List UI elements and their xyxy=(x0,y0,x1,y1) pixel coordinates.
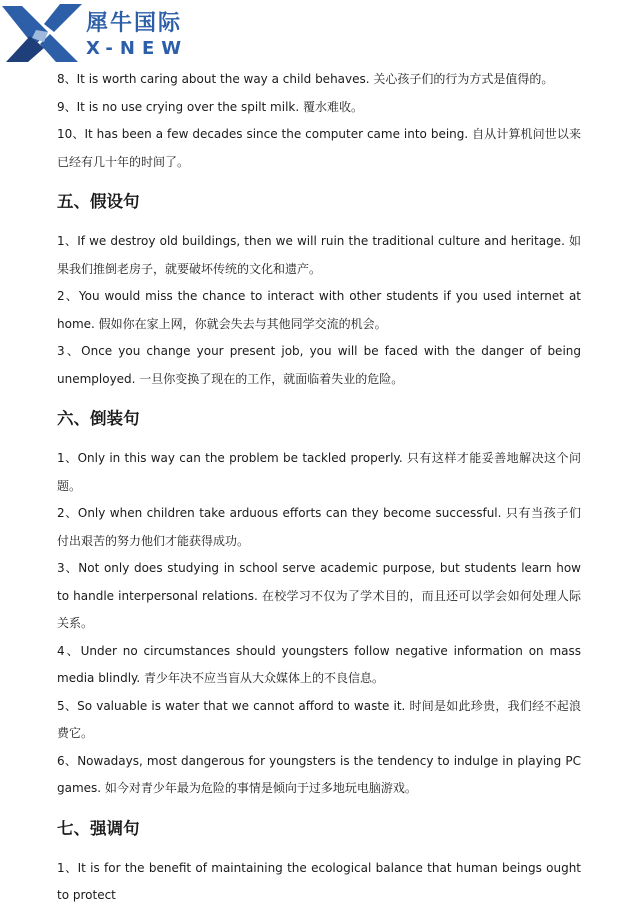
sentence-paragraph: 9、It is no use crying over the spilt milk. 覆水难收。 xyxy=(57,99,363,114)
watermark-smudge xyxy=(480,768,544,790)
sentence-paragraph: 10、It has been a few decades since the computer came into being. 自从计算机问世以来已经有几十年的时间了。 xyxy=(57,127,581,169)
logo-english-text: X-NEW xyxy=(86,38,189,59)
sentence-paragraph: 1、Only in this way can the problem be tackled properly. 只有这样才能妥善地解决这个问题。 xyxy=(57,451,581,493)
sentence-paragraph: 3、Once you change your present job, you will be faced with the danger of being unemployed. 一旦你变换了现在的工作，就面临着失业的危险。 xyxy=(57,344,581,386)
sentence-paragraph: 5、So valuable is water that we cannot afford to waste it. 时间是如此珍贵，我们经不起浪费它。 xyxy=(57,698,581,740)
logo-chinese-text: 犀牛国际 xyxy=(86,11,183,36)
sentence-paragraph: 2、Only when children take arduous efforts can they become successful. 只有当孩子们付出艰苦的努力他们才能获得成功。 xyxy=(57,506,581,548)
section-heading: 六、倒装句 xyxy=(57,409,140,428)
sentence-paragraph: 8、It is worth caring about the way a child behaves. 关心孩子们的行为方式是值得的。 xyxy=(57,72,554,86)
sentence-paragraph: 3、Not only does studying in school serve academic purpose, but students learn how to handle interpersonal relations. 在校学习不仅为了学术目的，而且还可以学会如何处理人际关系。 xyxy=(57,561,581,630)
sentence-paragraph: 2、You would miss the chance to interact with other students if you used internet at home. 假如你在家上网，你就会失去与其他同学交流的机会。 xyxy=(57,289,581,331)
sentence-paragraph: 4、Under no circumstances should youngsters follow negative information on mass media blindly. 青少年决不应当盲从大众媒体上的不良信息。 xyxy=(57,643,581,685)
x-new-logo-icon xyxy=(0,2,84,64)
section-heading: 七、强调句 xyxy=(57,818,140,838)
sentence-paragraph: 1、It is for the benefit of maintaining the ecological balance that human beings ought to protect xyxy=(57,860,581,902)
sentence-paragraph: 1、If we destroy old buildings, then we will ruin the traditional culture and heritage. 如果我们推倒老房子，就要破坏传统的文化和遗产。 xyxy=(57,234,581,276)
sentence-paragraph: 6、Nowadays, most dangerous for youngsters is the tendency to indulge in playing PC games. 如今对青少年最为危险的事情是倾向于过多地玩电脑游戏。 xyxy=(57,753,581,795)
section-heading: 五、假设句 xyxy=(57,192,140,211)
logo xyxy=(0,0,190,66)
